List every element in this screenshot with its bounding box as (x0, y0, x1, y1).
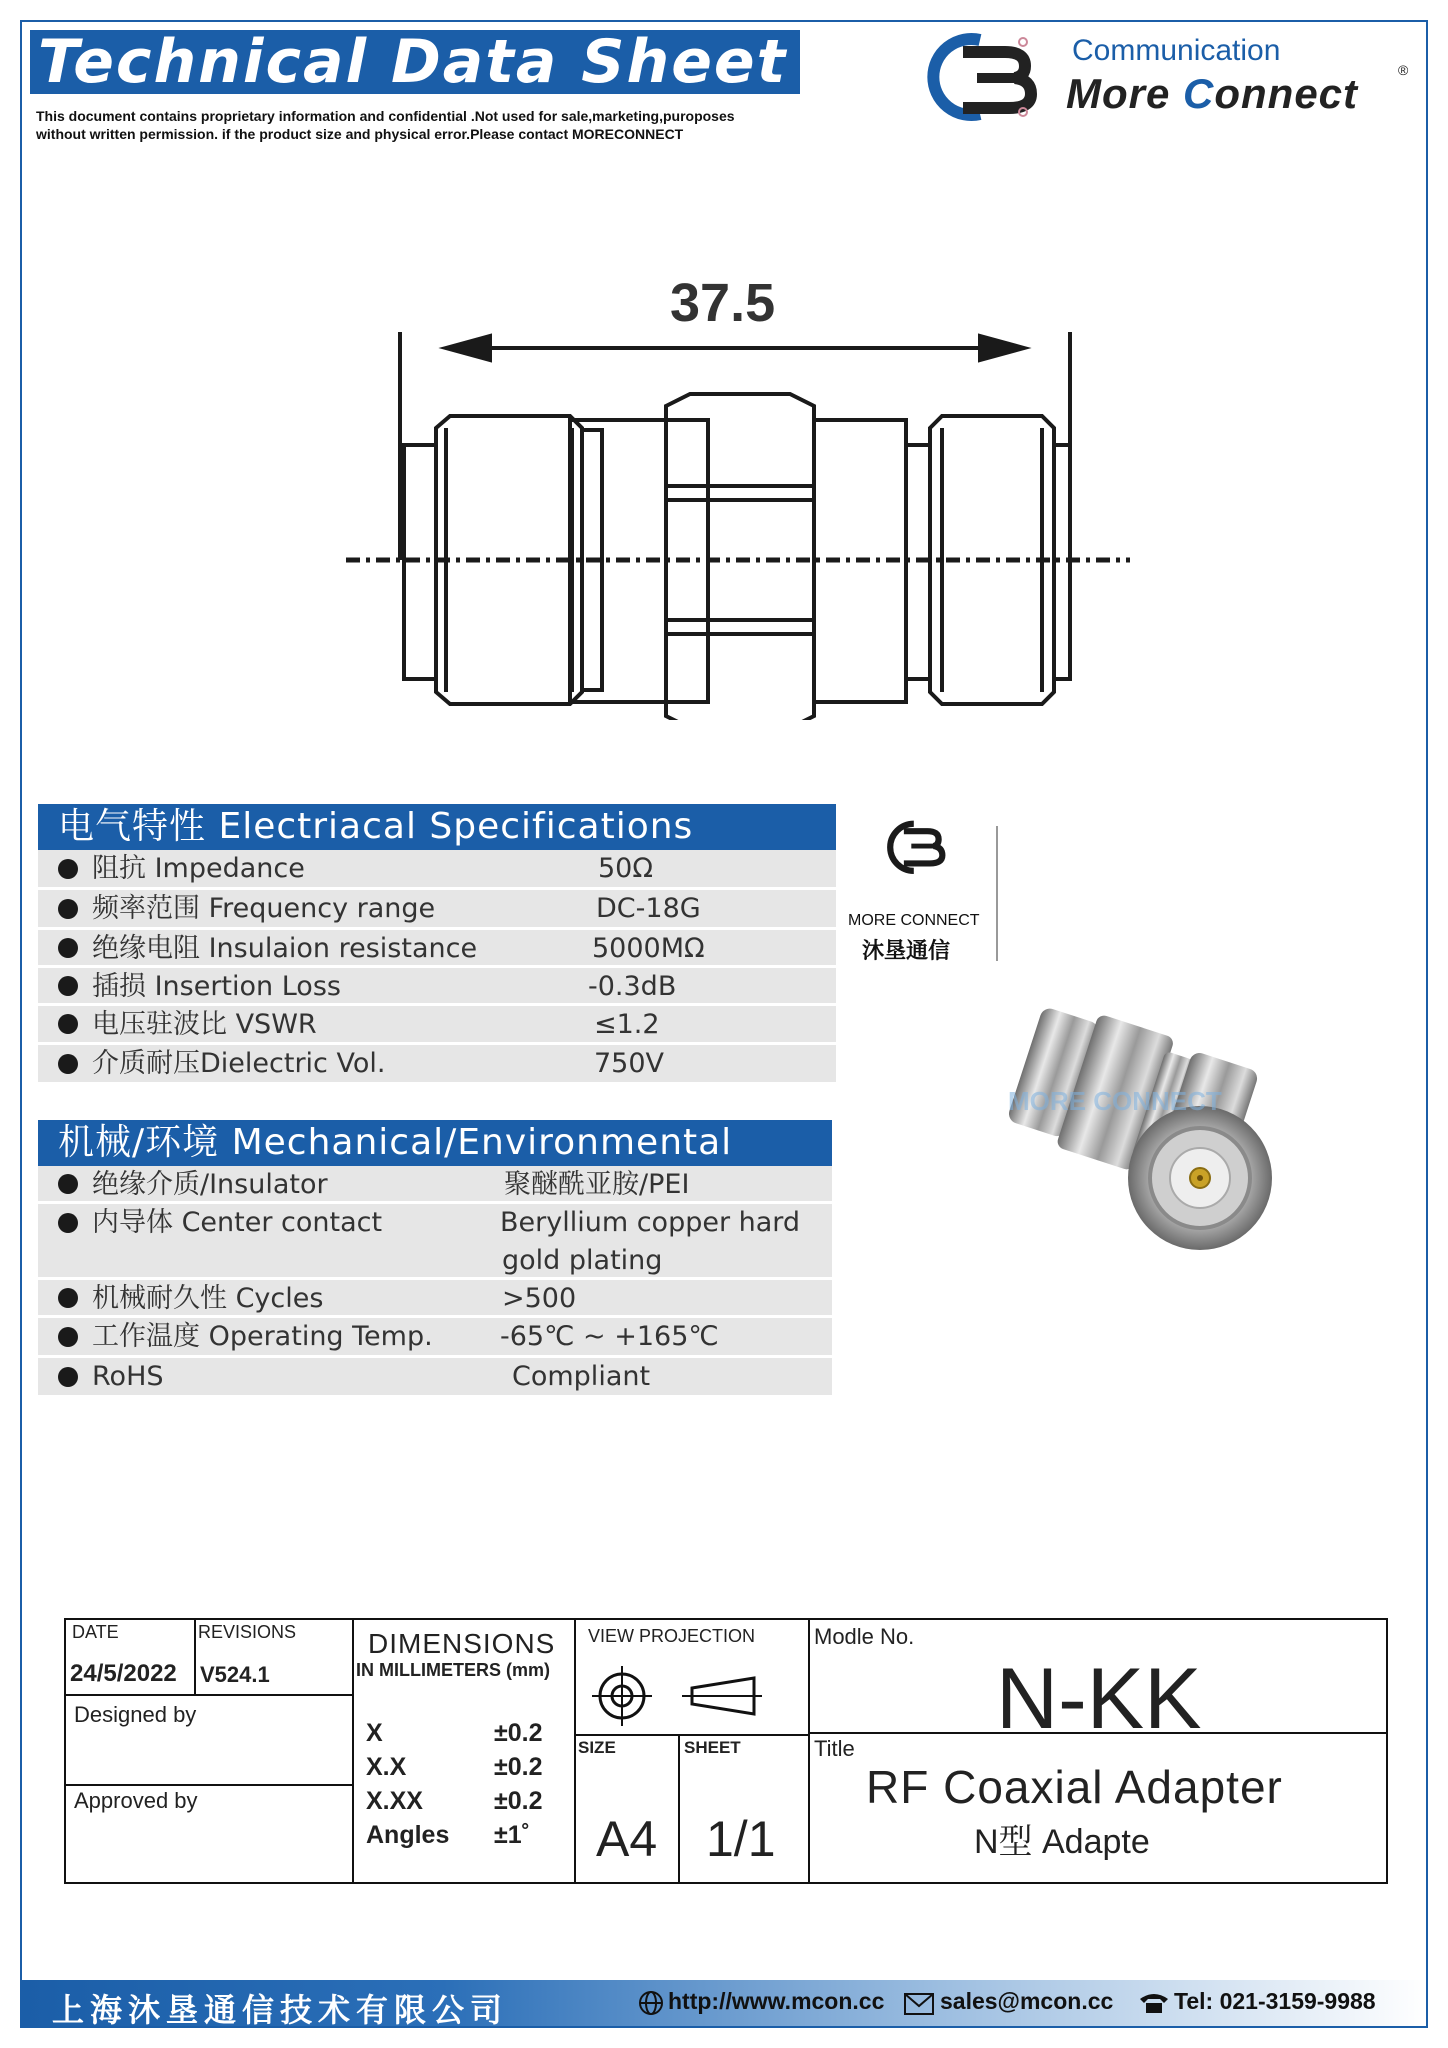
spec-value: >500 (502, 1283, 577, 1314)
website-link[interactable]: http://www.mcon.cc (668, 1988, 885, 2014)
product-title: RF Coaxial Adapter (866, 1761, 1283, 1813)
brand-tagline: Communication (1072, 34, 1281, 67)
tolerance-values: ±0.2 ±0.2 ±0.2 ±1˚ (494, 1719, 543, 1849)
electrical-specs-table (38, 850, 836, 1085)
spec-value: ≤1.2 (594, 1009, 660, 1040)
spec-row-insulator (38, 1166, 832, 1204)
confidentiality-notice (36, 107, 816, 143)
sheet-value: 1/1 (706, 1811, 776, 1867)
revisions-label: REVISIONS (198, 1622, 297, 1642)
spec-value: -65℃ ~ +165℃ (500, 1321, 719, 1352)
email-icon (904, 1993, 934, 2015)
bullet-icon (58, 1213, 78, 1233)
bullet-icon (58, 1367, 78, 1387)
spec-row-vswr (38, 1006, 836, 1045)
spec-label: 电压驻波比 VSWR (92, 1009, 317, 1040)
spec-label: 绝缘电阻 Insulaion resistance (92, 933, 478, 964)
bullet-icon (58, 976, 78, 996)
disclaimer-line-1: This document contains proprietary information and confidential .Not used for sale,marketing,puroposes (36, 108, 735, 124)
product-subtitle: N型 Adapte (974, 1823, 1150, 1861)
dimensions-label: DIMENSIONS (368, 1628, 556, 1659)
more-connect-logo-icon (850, 820, 990, 910)
side-logo-caption-en: MORE CONNECT (848, 912, 980, 929)
company-name: 上海沐垦通信技术有限公司 (52, 1991, 509, 2029)
spec-value: Compliant (512, 1361, 651, 1392)
spec-row-insertion-loss (38, 968, 836, 1006)
spec-row-cycles (38, 1280, 832, 1318)
product-photo (968, 1000, 1298, 1270)
model-number: N-KK (996, 1651, 1202, 1747)
dimensions-unit: IN MILLIMETERS (mm) (356, 1660, 550, 1680)
title-block (64, 1618, 1388, 1884)
designed-by-label: Designed by (74, 1702, 197, 1727)
electrical-specs-header: 电气特性 Electriacal Specifications (38, 804, 836, 850)
spec-label: 频率范围 Frequency range (92, 893, 436, 924)
brand-name: More Connect (1066, 70, 1359, 117)
telephone-icon (1138, 1991, 1170, 2015)
spec-label: 工作温度 Operating Temp. (92, 1321, 433, 1352)
spec-row-impedance (38, 850, 836, 890)
bullet-icon (58, 938, 78, 958)
tolerance-names: X X.X X.XX Angles (366, 1719, 450, 1849)
spec-label: 机械耐久性 Cycles (92, 1283, 324, 1314)
spec-label: 阻抗 Impedance (92, 853, 305, 884)
side-logo-caption-cn: 沐垦通信 (862, 938, 951, 963)
spec-value: -0.3dB (588, 971, 677, 1002)
bullet-icon (58, 899, 78, 919)
spec-row-rohs (38, 1358, 832, 1398)
spec-value: 750V (594, 1048, 665, 1079)
globe-icon (638, 1990, 664, 2016)
bullet-icon (58, 859, 78, 879)
spec-row-operating-temp (38, 1318, 832, 1358)
approved-by-label: Approved by (74, 1788, 198, 1813)
spec-label: 介质耐压Dielectric Vol. (92, 1048, 386, 1079)
adapter-drawing (330, 320, 1150, 720)
photo-watermark: MORE CONNECT (1008, 1086, 1222, 1116)
registered-mark: ® (1398, 62, 1409, 78)
date-value: 24/5/2022 (70, 1660, 177, 1687)
brand-logo-icon (925, 32, 1045, 122)
spec-row-dielectric (38, 1045, 836, 1085)
spec-label: 绝缘介质/Insulator (92, 1169, 328, 1200)
mechanical-specs-header: 机械/环境 Mechanical/Environmental (38, 1120, 832, 1166)
telephone-number: Tel: 021-3159-9988 (1174, 1988, 1376, 2014)
spec-label: 插损 Insertion Loss (92, 971, 341, 1002)
bullet-icon (58, 1174, 78, 1194)
spec-value-continued: gold plating (502, 1245, 663, 1276)
bullet-icon (58, 1054, 78, 1074)
bullet-icon (58, 1014, 78, 1034)
view-projection-label: VIEW PROJECTION (588, 1626, 756, 1646)
overall-length-dimension: 37.5 (670, 273, 776, 333)
size-value: A4 (596, 1811, 658, 1867)
spec-value: Beryllium copper hard (500, 1207, 801, 1238)
mechanical-specs-table (38, 1166, 832, 1398)
email-link[interactable]: sales@mcon.cc (940, 1988, 1114, 2014)
side-logo-divider (996, 826, 998, 961)
revisions-value: V524.1 (200, 1662, 270, 1687)
title-label: Title (814, 1736, 855, 1761)
sheet-label: SHEET (684, 1738, 741, 1757)
spec-value: 5000MΩ (592, 933, 705, 964)
spec-value: 50Ω (598, 853, 653, 884)
spec-label: RoHS (92, 1361, 164, 1392)
date-label: DATE (72, 1622, 119, 1642)
bullet-icon (58, 1327, 78, 1347)
spec-row-frequency (38, 890, 836, 930)
spec-row-center-contact (38, 1204, 832, 1280)
bullet-icon (58, 1288, 78, 1308)
spec-value: 聚醚酰亚胺/PEI (504, 1169, 690, 1200)
document-title: Technical Data Sheet (30, 30, 800, 94)
spec-value: DC-18G (596, 893, 701, 924)
spec-label: 内导体 Center contact (92, 1207, 383, 1238)
projection-symbol-icon (592, 1666, 772, 1726)
size-label: SIZE (578, 1738, 616, 1757)
disclaimer-line-2: without written permission. if the product size and physical error.Please contact MORECONNECT (36, 126, 684, 142)
spec-row-insulation (38, 930, 836, 968)
model-label: Modle No. (814, 1624, 915, 1649)
